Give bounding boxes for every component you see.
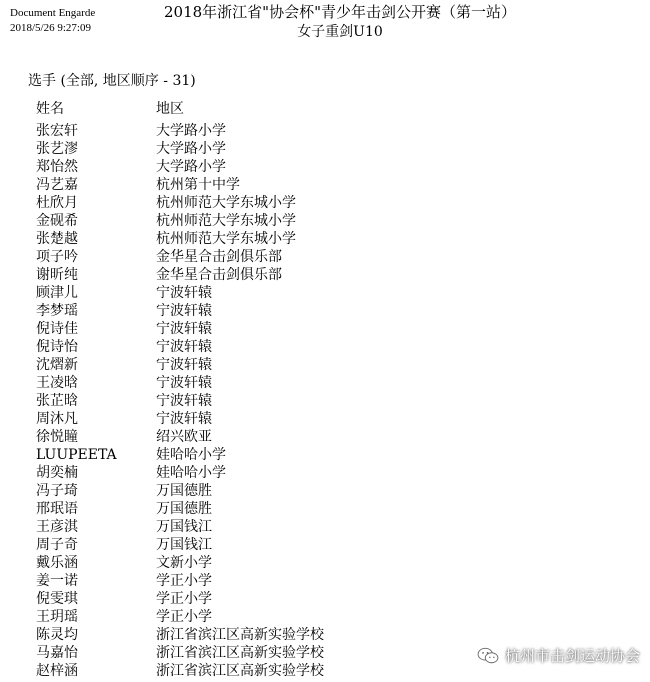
table-row [36,122,324,140]
fencer-region: 大学路小学 [156,123,226,139]
table-row [36,248,324,266]
table-row [36,392,324,410]
fencer-region: 宁波轩辕 [156,339,212,355]
table-body [36,122,324,680]
column-header-name: 姓名 [36,101,64,117]
report-subtitle: 女子重剑U10 [297,24,383,40]
table-row [36,608,324,626]
fencer-region: 宁波轩辕 [156,393,212,409]
fencer-region: 万国钱江 [156,519,212,535]
table-row [36,626,324,644]
fencer-region: 宁波轩辕 [156,411,212,427]
fencer-region: 宁波轩辕 [156,375,212,391]
fencer-region: 宁波轩辕 [156,285,212,301]
fencer-name: 金砚希 [36,213,78,229]
fencer-region: 娃哈哈小学 [156,447,226,463]
fencer-name: 倪诗佳 [36,321,78,337]
fencer-name: 王凌晗 [36,375,78,391]
table-row [36,590,324,608]
fencer-name: 姜一诺 [36,573,78,589]
table-row [36,518,324,536]
fencer-name: 谢昕纯 [36,267,78,283]
table-row [36,410,324,428]
fencer-region: 宁波轩辕 [156,357,212,373]
table-row [36,356,324,374]
fencer-name: 徐悦瞳 [36,429,78,445]
report-header [0,2,650,42]
fencer-region: 杭州师范大学东城小学 [156,213,296,229]
app-name: Document Engarde [10,7,96,19]
fencer-name: LUUPEETA [36,447,117,463]
fencer-name: 王玥瑶 [36,609,78,625]
fencer-name: 王彦淇 [36,519,78,535]
fencer-name: 陈灵均 [36,627,78,643]
roster-table [36,100,324,680]
fencer-region: 金华星合击剑俱乐部 [156,267,282,283]
fencer-name: 顾津儿 [36,285,78,301]
fencer-region: 宁波轩辕 [156,321,212,337]
fencer-name: 杜欣月 [36,195,78,211]
column-header-region: 地区 [156,101,184,117]
fencer-region: 宁波轩辕 [156,303,212,319]
table-row [36,302,324,320]
wechat-icon [477,647,499,665]
table-row [36,428,324,446]
fencer-name: 赵梓涵 [36,663,78,679]
fencer-region: 大学路小学 [156,141,226,157]
fencer-name: 张宏轩 [36,123,78,139]
fencer-name: 倪诗怡 [36,339,78,355]
fencer-region: 杭州师范大学东城小学 [156,195,296,211]
fencer-name: 郑怡然 [36,159,78,175]
fencer-region: 文新小学 [156,555,212,571]
table-row [36,662,324,680]
fencer-name: 沈熠新 [36,357,78,373]
fencer-region: 万国德胜 [156,483,212,499]
fencer-name: 冯艺嘉 [36,177,78,193]
table-row [36,446,324,464]
table-row [36,176,324,194]
table-row [36,194,324,212]
table-row [36,536,324,554]
fencer-name: 邢珉语 [36,501,78,517]
fencer-region: 大学路小学 [156,159,226,175]
fencer-name: 张芷晗 [36,393,78,409]
table-row [36,464,324,482]
fencer-region: 娃哈哈小学 [156,465,226,481]
fencer-region: 浙江省滨江区高新实验学校 [156,663,324,679]
fencer-name: 周子奇 [36,537,78,553]
fencer-name: 倪雯琪 [36,591,78,607]
fencer-region: 浙江省滨江区高新实验学校 [156,627,324,643]
table-header-row [36,100,324,118]
table-row [36,374,324,392]
table-row [36,230,324,248]
fencer-name: 周沐凡 [36,411,78,427]
fencer-region: 绍兴欧亚 [156,429,212,445]
report-title: 2018年浙江省"协会杯"青少年击剑公开赛（第一站） [164,3,516,21]
table-row [36,284,324,302]
fencer-name: 马嘉怡 [36,645,78,661]
table-row [36,644,324,662]
fencer-region: 学正小学 [156,573,212,589]
table-row [36,266,324,284]
table-row [36,158,324,176]
watermark [477,645,640,666]
fencer-region: 学正小学 [156,591,212,607]
fencer-name: 张艺漻 [36,141,78,157]
fencer-name: 张楚越 [36,231,78,247]
fencer-region: 学正小学 [156,609,212,625]
fencer-region: 浙江省滨江区高新实验学校 [156,645,324,661]
fencer-name: 戴乐涵 [36,555,78,571]
table-row [36,500,324,518]
fencer-region: 万国钱江 [156,537,212,553]
fencer-name: 胡奕楠 [36,465,78,481]
fencer-region: 杭州师范大学东城小学 [156,231,296,247]
fencer-name: 李梦瑶 [36,303,78,319]
table-row [36,572,324,590]
table-row [36,554,324,572]
fencer-region: 万国德胜 [156,501,212,517]
print-timestamp: 2018/5/26 9:27:09 [10,22,91,34]
table-row [36,338,324,356]
fencer-name: 冯子琦 [36,483,78,499]
table-row [36,140,324,158]
table-row [36,320,324,338]
fencer-region: 杭州第十中学 [156,177,240,193]
section-label: 选手 (全部, 地区顺序 - 31) [28,73,196,89]
table-row [36,482,324,500]
watermark-text: 杭州市击剑运动协会 [504,647,640,665]
table-row [36,212,324,230]
fencer-name: 项子吟 [36,249,78,265]
fencer-region: 金华星合击剑俱乐部 [156,249,282,265]
